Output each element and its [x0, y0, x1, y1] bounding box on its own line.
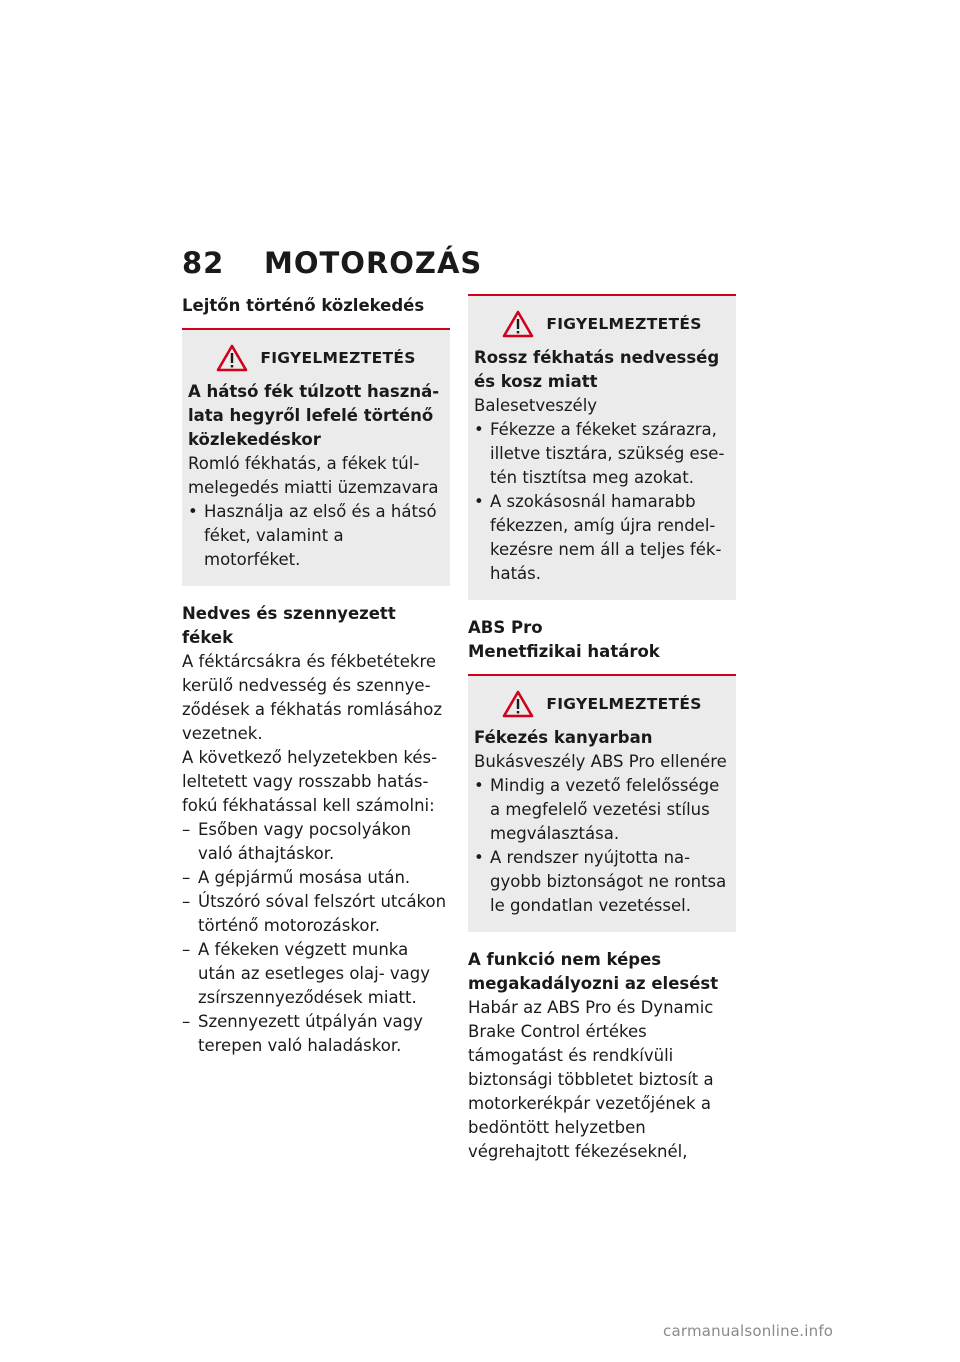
warning-subtitle: A hátsó fék túlzott használata hegyről lefelé történő közlekedéskor [188, 382, 440, 449]
right-column [468, 294, 736, 1164]
page-number: 82 [182, 246, 225, 280]
warning-box-downhill [182, 328, 450, 586]
warning-bullet-list [474, 774, 730, 918]
warning-box-cornering [468, 674, 736, 932]
warning-bullet-list [474, 418, 730, 586]
page-header [182, 246, 482, 282]
warning-triangle-icon [502, 310, 534, 338]
section-heading-downhill: Lejtőn történő közlekedés [182, 296, 425, 315]
warning-text: Romló fékhatás, a fékek túlmelegedés miatti üzemzavara [188, 454, 439, 497]
chapter-title: MOTOROZÁS [264, 246, 483, 280]
list-item: – A gépjármű mosása után. [182, 866, 450, 890]
warning-bullet-list [188, 500, 444, 572]
warning-label: FIGYELMEZTETÉS [546, 315, 702, 333]
list-item: – Esőben vagy pocsolyákon való áthajtáskor. [182, 818, 450, 866]
warning-label: FIGYELMEZTETÉS [260, 349, 416, 367]
list-item: • Fékezze a fékeket szárazra, illetve tisztára, szükség esetén tisztítsa meg azokat. [474, 418, 730, 490]
warning-label: FIGYELMEZTETÉS [546, 695, 702, 713]
list-item: • Mindig a vezető felelőssége a megfelelő vezetési stílus megválasztása. [474, 774, 730, 846]
section-heading-cannot-prevent-fall: A funkció nem képes megakadályozni az elesést [468, 950, 719, 993]
list-item: • Használja az első és a hátsó féket, valamint a motorféket. [188, 500, 444, 572]
left-column [182, 294, 450, 1058]
section-heading-abs-pro: ABS Pro [468, 618, 543, 637]
watermark: carmanualsonline.info [663, 1322, 834, 1340]
warning-title-row [474, 310, 730, 338]
list-item: – Útszóró sóval felszórt utcákon történő motorozáskor. [182, 890, 450, 938]
list-item: • A rendszer nyújtotta nagyobb biztonságot ne rontsa le gondatlan vezetéssel. [474, 846, 730, 918]
warning-subtitle: Fékezés kanyarban [474, 728, 653, 747]
warning-text: Balesetveszély [474, 396, 598, 415]
warning-subtitle: Rossz fékhatás nedvesség és kosz miatt [474, 348, 720, 391]
warning-triangle-icon [502, 690, 534, 718]
section-heading-wet-brakes: Nedves és szennyezett fékek [182, 604, 396, 647]
paragraph: Habár az ABS Pro és Dynamic Brake Control értékes támogatást és rendkívüli biztonsági többletet biztosít a motorkerékpár vezetőjének a bedöntött helyzetben végrehajtott fékezéseknél, [468, 998, 714, 1161]
list-item: – Szennyezett útpályán vagy terepen való haladáskor. [182, 1010, 450, 1058]
dash-list [182, 818, 450, 1058]
paragraph: A következő helyzetekben késleltetett vagy rosszabb hatásfokú fékhatással kell számolni: [182, 748, 438, 815]
warning-box-wet-dirty [468, 294, 736, 600]
list-item: • A szokásosnál hamarabb fékezzen, amíg újra rendelkezésre nem áll a teljes fékhatás. [474, 490, 730, 586]
warning-title-row [188, 344, 444, 372]
warning-text: Bukásveszély ABS Pro ellenére [474, 752, 727, 771]
warning-triangle-icon [216, 344, 248, 372]
warning-title-row [474, 690, 730, 718]
section-heading-physics-limits: Menetfizikai határok [468, 642, 660, 661]
list-item: – A fékeken végzett munka után az esetleges olaj- vagy zsírszennyeződések miatt. [182, 938, 450, 1010]
paragraph: A féktárcsákra és fékbetétekre kerülő nedvesség és szennyeződések a fékhatás romlásához vezetnek. [182, 652, 442, 743]
